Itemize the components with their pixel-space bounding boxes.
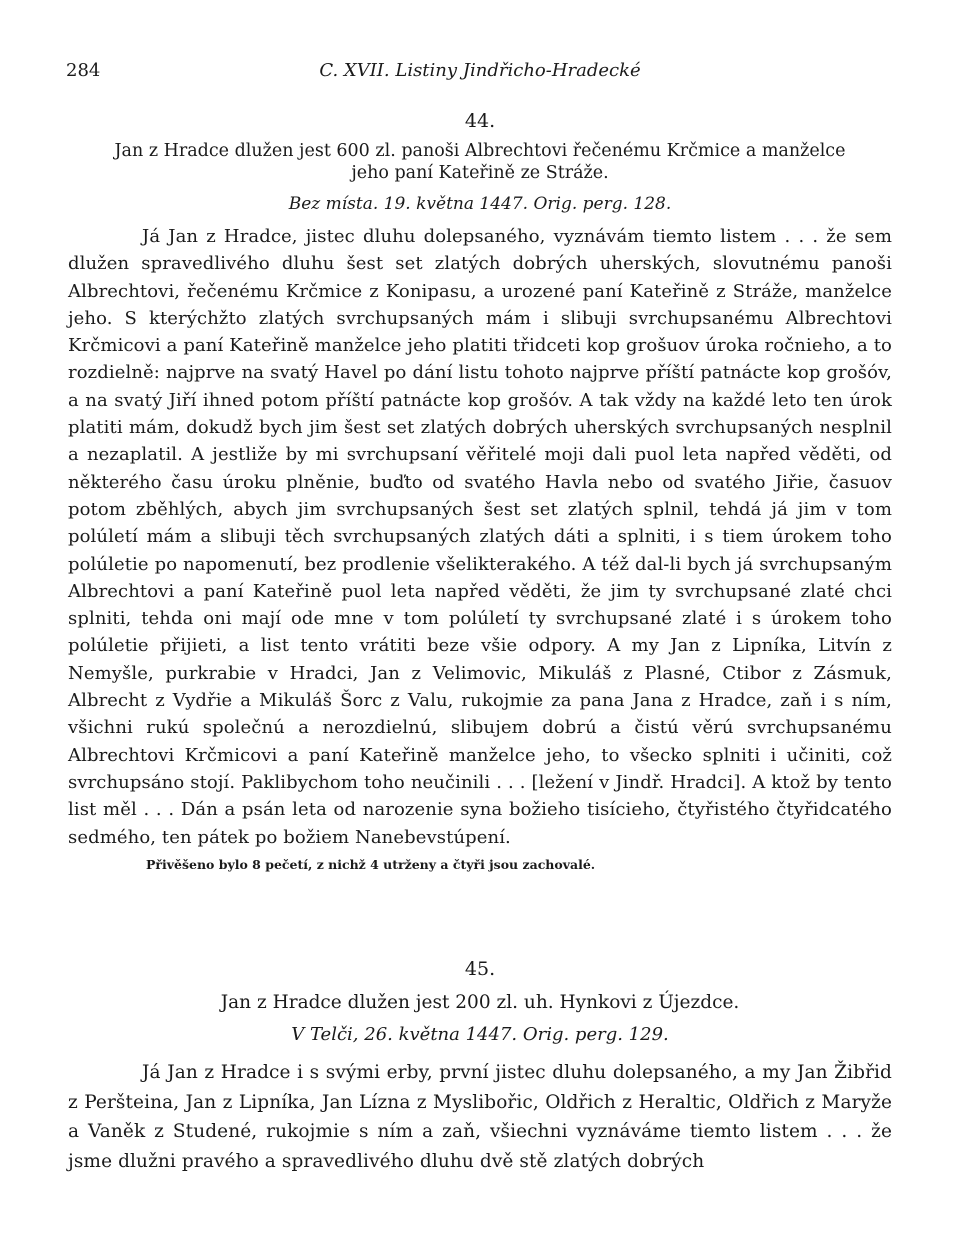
document-dating: Bez místa. 19. května 1447. Orig. perg. 128.: [288, 194, 672, 214]
document-body: Já Jan z Hradce, jistec dluhu dolepsaného, vyznávám tiemto listem . . . že sem dlužen spravedlivého dluhu šest set zlatých dobrých uherských, slovutnému panoši Albrechtovi, řečenému Krčmice z Konipasu, a urozené paní Kateřině z Stráže, manželce jeho. S kterýchžto zlatých svrchupsaných mám i slibuji svrchupsanému Albrechtovi Krčmicovi a paní Kateřině manželce jeho platiti třidceti kop grošuov úroka ročnieho, a to rozdielně: najprve na svatý Havel po dání listu tohoto najprve příští patnácte kop grošóv, a na svatý Jiří ihned potom příští patnácte kop grošóv. A tak vždy na každé leto ten úrok platiti mám, dokudž bych jim šest set zlatých dobrých uherských svrchupsaných nesplnil a nezaplatil. A jestliže by mi svrchupsaní věřitelé moji dali puol leta napřed věděti, od některého času úroku plněnie, buďto od svatého Havla nebo od svatého Jiřie, časuov potom zběhlých, abych jim svrchupsaných šest set zlatých splnil, tehdá já jim v tom polúletí mám a slibuji těch svrchupsaných zlatých dáti a splniti, i s tiem úrokem toho polúletie po napomenutí, bez prodlenie všelikterakého. A též dal-li bych já svrchupsaným Albrechtovi a paní Kateřině puol leta napřed věděti, že jim ty svrchupsané zlaté chci splniti, tehda oni mají ode mne v tom polúletí ty svrchupsané zlaté i s úrokem toho polúletie přijieti, a list tento vrátiti beze všie odpory. A my Jan z Lipníka, Litvín z Nemyšle, purkrabie v Hradci, Jan z Velimovic, Mikuláš z Plasné, Ctibor z Zásmuk, Albrecht z Vydřie a Mikuláš Šorc z Valu, rukojmie za pana Jana z Hradce, zaň i s ním, všichni rukú společnú a nerozdielnú, slibujem dobrú a čistú věrú svrchupsanému Albrechtovi Krčmicovi a paní Kateřině manželce jeho, to všecko splniti i učiniti, což svrchupsáno stojí. Paklibychom toho neučinili . . . [ležení v Jindř. Hradci]. A ktož by tento list měl . . . Dán a psán leta od narozenie syna božieho tisícieho, čtyřistého čtyřidcatého sedmého, ten pátek po božiem Nanebevstúpení.: [68, 226, 892, 848]
running-header: [66, 60, 894, 84]
page-number: 284: [66, 60, 101, 81]
document-number: 45.: [464, 958, 496, 980]
running-title: C. XVII. Listiny Jindřicho-Hradecké: [319, 60, 641, 81]
document-45: [68, 958, 892, 1176]
document-body: Já Jan z Hradce i s svými erby, první jistec dluhu dolepsaného, a my Jan Žibřid z Peršteina, Jan z Lipníka, Jan Lízna z Myslibořic, Oldřich z Heraltic, Oldřich z Maryže a Vaněk z Studené, rukojmie s ním a zaň, všiechni vyznáváme tiemto listem . . . že jsme dlužni pravého a spravedlivého dluhu dvě stě zlatých dobrých: [68, 1062, 892, 1172]
document-dating: V Telči, 26. května 1447. Orig. perg. 129.: [291, 1024, 669, 1045]
document-summary: Jan z Hradce dlužen jest 200 zl. uh. Hynkovi z Újezdce.: [220, 992, 740, 1013]
document-summary: Jan z Hradce dlužen jest 600 zl. panoši Albrechtovi řečenému Krčmice a manželce jeho paní Kateřině ze Stráže.: [114, 141, 846, 183]
document-number: 44.: [464, 110, 496, 132]
document-44: [68, 110, 892, 873]
seal-note: Přivěšeno bylo 8 pečetí, z nichž 4 utrženy a čtyři jsou zachovalé.: [146, 856, 596, 872]
